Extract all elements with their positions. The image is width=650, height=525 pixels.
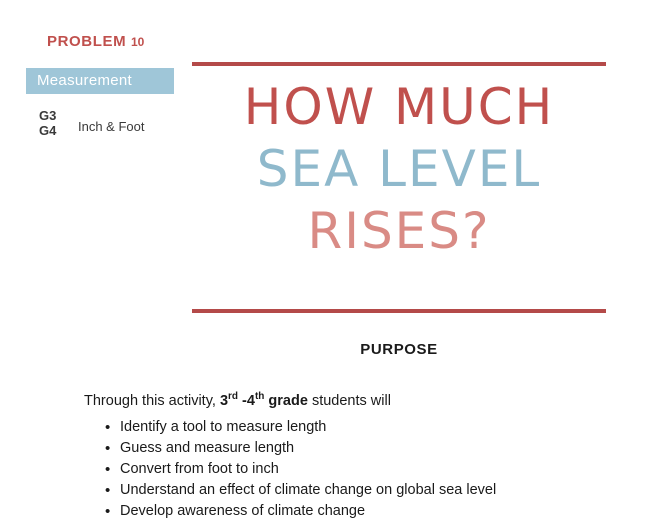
objectives-list	[96, 417, 496, 522]
purpose-intro	[84, 391, 391, 409]
title-line-1-text: HOW MUCH	[243, 78, 555, 136]
list-item: • Identify a tool to measure length	[120, 417, 496, 438]
title-line-1	[192, 76, 606, 138]
topic-label: Inch & Foot	[78, 119, 145, 134]
page-title	[192, 76, 606, 262]
problem-label-text: PROBLEM	[47, 33, 127, 50]
purpose-intro-grade-2: 4	[246, 392, 255, 409]
grade-levels	[39, 108, 56, 138]
purpose-intro-dash: -	[238, 392, 247, 409]
purpose-heading: PURPOSE	[360, 341, 438, 358]
problem-label	[47, 33, 144, 50]
grade-level-g4: G4	[39, 123, 57, 138]
list-item: • Understand an effect of climate change on global sea level	[120, 480, 496, 501]
purpose-intro-grade-1: 3	[219, 392, 229, 409]
title-line-3	[192, 200, 606, 262]
category-badge: Measurement	[26, 68, 174, 94]
title-bottom-rule	[192, 309, 606, 313]
purpose-intro-grade-1-sup: rd	[228, 391, 239, 402]
title-line-2-text: SEA LEVEL	[256, 140, 542, 198]
grade-level-g3: G3	[39, 108, 57, 123]
purpose-intro-suffix: students will	[307, 392, 391, 409]
title-line-3-text: RISES?	[307, 202, 491, 260]
list-item: • Develop awareness of climate change	[120, 501, 496, 522]
purpose-intro-prefix: Through this activity,	[84, 392, 220, 409]
list-item: • Convert from foot to inch	[120, 459, 496, 480]
list-item: • Guess and measure length	[120, 438, 496, 459]
problem-number: 10	[130, 35, 145, 49]
title-top-rule	[192, 62, 606, 66]
purpose-intro-grade-2-sup: th	[254, 391, 265, 402]
purpose-intro-grade-suffix: grade	[264, 392, 308, 409]
title-line-2	[192, 138, 606, 200]
